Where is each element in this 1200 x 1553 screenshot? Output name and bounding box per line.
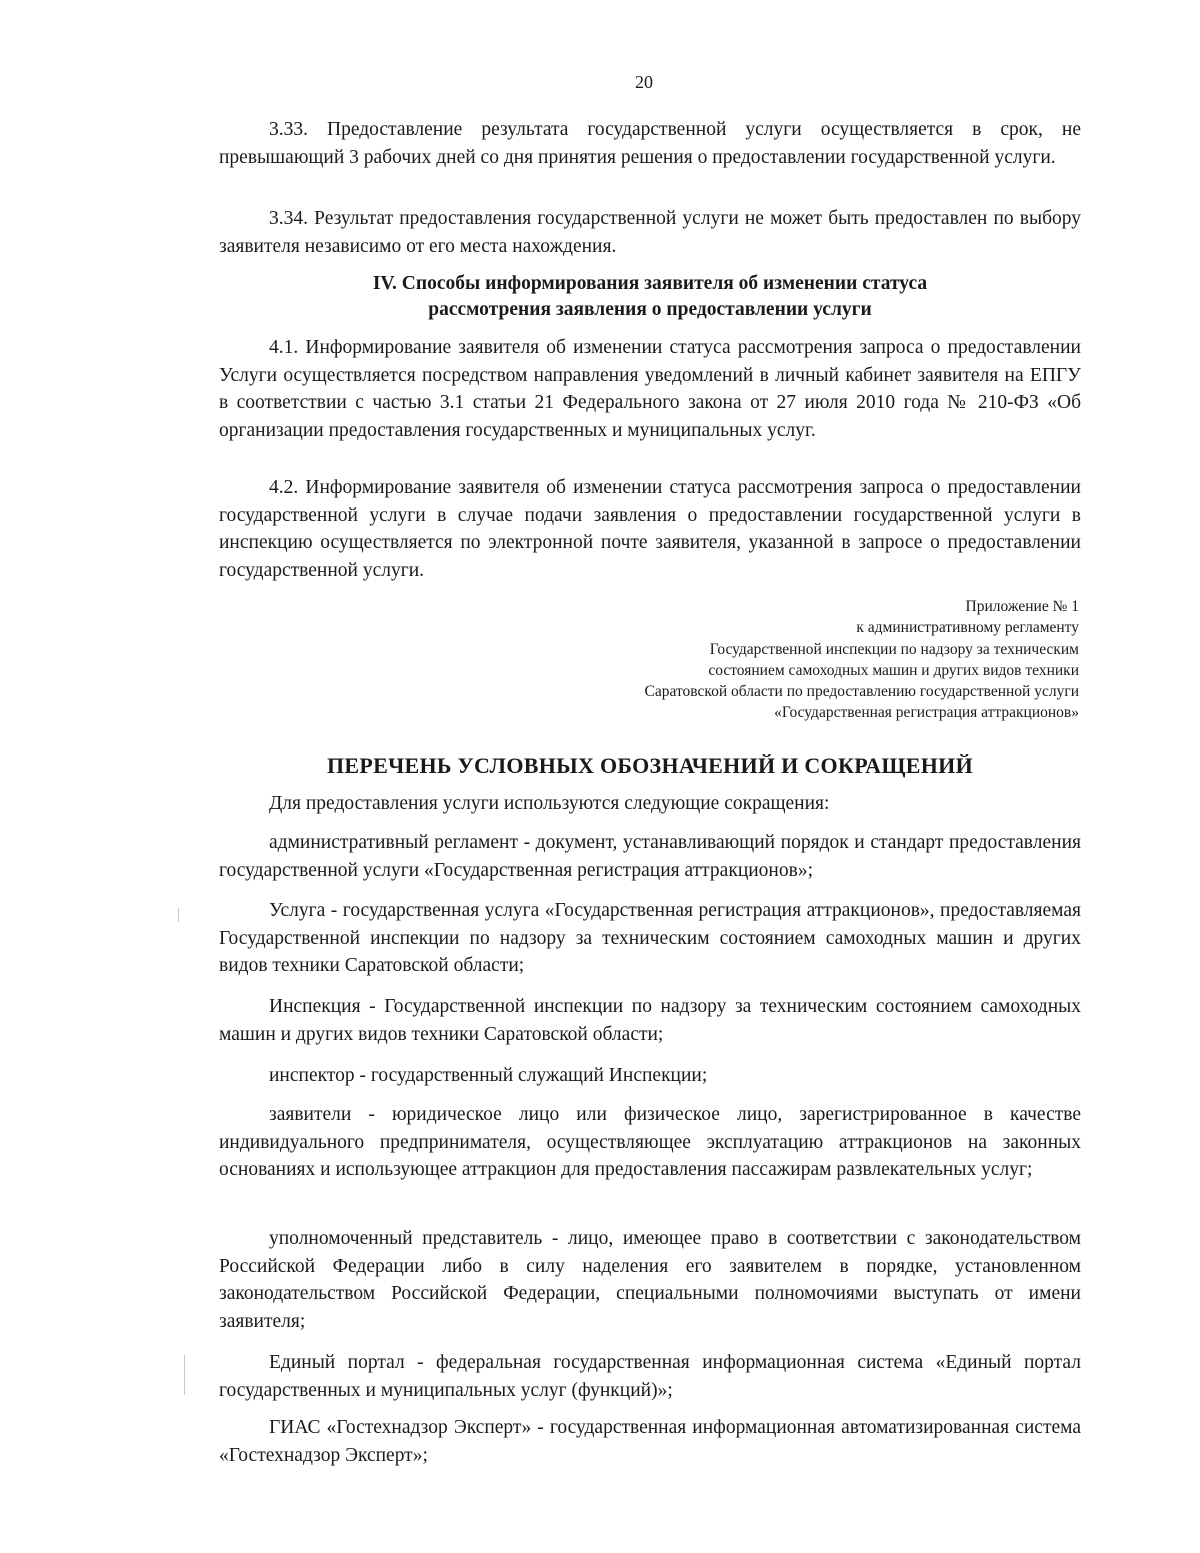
- appendix-line: «Государственная регистрация аттракционов»: [774, 704, 1079, 722]
- paragraph-4-1: 4.1. Информирование заявителя об изменении статуса рассмотрения запроса о предоставлении Услуги осуществляется посредством направления уведомлений в личный кабинет заявителя на ЕПГУ в соответствии с частью 3.1 статьи 21 Федерального закона от 27 июля 2010 года № 210-ФЗ «Об организации предоставления государственных и муниципальных услуг.: [219, 337, 1081, 441]
- definition-representative: уполномоченный представитель - лицо, имеющее право в соответствии с законодательством Российской Федерации либо в силу наделения его заявителем в порядке, установленном законодательством Российской Федерации, специальными полномочиями выступать от имени заявителя;: [219, 1228, 1081, 1332]
- paragraph-4-2: 4.2. Информирование заявителя об изменении статуса рассмотрения запроса о предоставлении государственной услуги в случае подачи заявления о предоставлении государственной услуги в инспекцию осуществляется по электронной почте заявителя, указанной в запросе о предоставлении государственной услуги.: [219, 477, 1081, 581]
- definition-service: Услуга - государственная услуга «Государственная регистрация аттракционов», предоставляемая Государственной инспекции по надзору за техническим состоянием самоходных машин и других видов техники Саратовской области;: [219, 900, 1081, 976]
- definition-regulation: административный регламент - документ, устанавливающий порядок и стандарт предоставления государственной услуги «Государственная регистрация аттракционов»;: [219, 832, 1081, 881]
- definition-portal: Единый портал - федеральная государственная информационная система «Единый портал государственных и муниципальных услуг (функций)»;: [219, 1352, 1081, 1401]
- appendix-line: к административному регламенту: [856, 619, 1079, 637]
- section-heading-line-2: рассмотрения заявления о предоставлении услуги: [428, 299, 872, 320]
- list-title: ПЕРЕЧЕНЬ УСЛОВНЫХ ОБОЗНАЧЕНИЙ И СОКРАЩЕНИЙ: [326, 753, 974, 778]
- section-heading: [219, 271, 1081, 323]
- appendix-header: [645, 596, 1080, 724]
- appendix-line: Саратовской области по предоставлению государственной услуги: [644, 683, 1079, 701]
- definition-applicants: заявители - юридическое лицо или физическое лицо, зарегистрированное в качестве индивидуального предпринимателя, осуществляющее эксплуатацию аттракционов на законных основаниях и использующее аттракцион для предоставления пассажирам развлекательных услуг;: [219, 1104, 1081, 1180]
- appendix-line: Приложение № 1: [965, 598, 1079, 615]
- paragraph-3-33: 3.33. Предоставление результата государственной услуги осуществляется в срок, не превышающий 3 рабочих дней со дня принятия решения о предоставлении государственной услуги.: [219, 119, 1081, 168]
- definition-inspection: Инспекция - Государственной инспекции по надзору за техническим состоянием самоходных машин и других видов техники Саратовской области;: [219, 996, 1081, 1045]
- page-number: 20: [635, 72, 653, 92]
- scan-margin-mark: [178, 908, 179, 922]
- definition-inspector: инспектор - государственный служащий Инспекции;: [269, 1065, 708, 1086]
- appendix-line: Государственной инспекции по надзору за техническим: [709, 640, 1079, 658]
- definition-gias: ГИАС «Гостехнадзор Эксперт» - государственная информационная автоматизированная система «Гостехнадзор Эксперт»;: [219, 1417, 1081, 1466]
- definitions-intro: Для предоставления услуги используются следующие сокращения:: [269, 793, 830, 814]
- appendix-line: состоянием самоходных машин и других видов техники: [708, 661, 1079, 679]
- paragraph-3-34: 3.34. Результат предоставления государственной услуги не может быть предоставлен по выбору заявителя независимо от его места нахождения.: [219, 208, 1081, 257]
- scan-margin-mark: [184, 1355, 185, 1395]
- section-heading-line-1: IV. Способы информирования заявителя об изменении статуса: [372, 273, 928, 294]
